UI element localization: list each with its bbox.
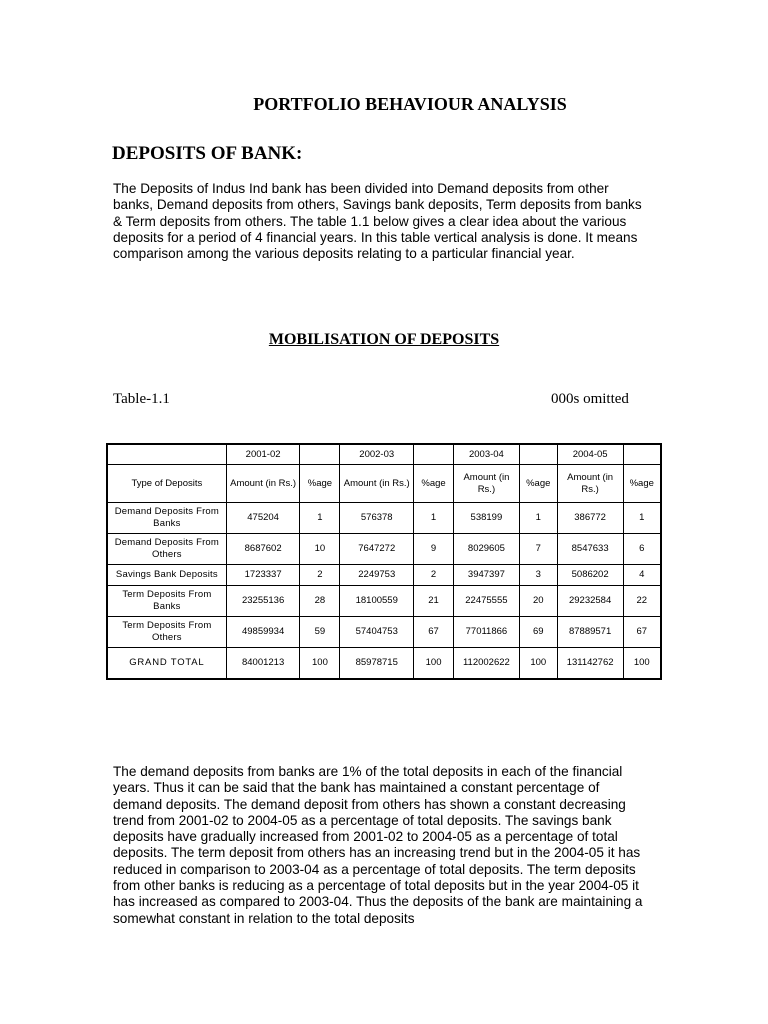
pct-header-cell: %age <box>623 465 661 503</box>
table-cell: 2 <box>300 565 340 586</box>
table-cell: 538199 <box>454 503 520 534</box>
year-header-cell: 2003-04 <box>454 444 520 465</box>
section-heading: DEPOSITS OF BANK: <box>112 143 303 164</box>
table-cell: 69 <box>519 617 557 648</box>
table-cell: 77011866 <box>454 617 520 648</box>
table-cell: 2249753 <box>340 565 414 586</box>
grand-total-row <box>107 648 661 680</box>
row-label: Demand Deposits From Banks <box>107 503 226 534</box>
amount-header-cell: Amount (in Rs.) <box>226 465 300 503</box>
table-row <box>107 503 661 534</box>
empty-header-cell <box>107 444 226 465</box>
amount-header-cell: Amount (in Rs.) <box>454 465 520 503</box>
row-label: Term Deposits From Others <box>107 617 226 648</box>
table-cell: 576378 <box>340 503 414 534</box>
pct-header-cell: %age <box>519 465 557 503</box>
table-cell: 100 <box>519 648 557 680</box>
table-title-text: MOBILISATION OF DEPOSITS <box>268 331 500 348</box>
table-cell: 57404753 <box>340 617 414 648</box>
pct-header-cell: %age <box>300 465 340 503</box>
table-cell: 8029605 <box>454 534 520 565</box>
table-cell: 8547633 <box>557 534 623 565</box>
deposits-table <box>106 443 662 680</box>
table-cell: 100 <box>414 648 454 680</box>
table-cell: 20 <box>519 586 557 617</box>
table-cell: 100 <box>300 648 340 680</box>
table-cell: 8687602 <box>226 534 300 565</box>
table-cell: 3 <box>519 565 557 586</box>
table-cell: 131142762 <box>557 648 623 680</box>
type-header-cell: Type of Deposits <box>107 465 226 503</box>
intro-paragraph: The Deposits of Indus Ind bank has been divided into Demand deposits from other banks, Demand deposits from others, Savings bank deposits, Term deposits from banks & Term deposits from others. The table 1.1 below gives a clear idea about the various deposits for a period of 4 financial years. In this table vertical analysis is done. It means comparison among the various deposits relating to a particular financial year. <box>113 181 642 262</box>
table-cell: 1 <box>300 503 340 534</box>
pct-header-cell: %age <box>414 465 454 503</box>
table-cell: 18100559 <box>340 586 414 617</box>
page-title: PORTFOLIO BEHAVIOUR ANALYSIS <box>253 94 567 114</box>
table-title <box>0 331 768 349</box>
table-cell: 4 <box>623 565 661 586</box>
row-label: Demand Deposits From Others <box>107 534 226 565</box>
table-cell: 10 <box>300 534 340 565</box>
table-cell: 7647272 <box>340 534 414 565</box>
table-cell: 29232584 <box>557 586 623 617</box>
empty-header-cell <box>300 444 340 465</box>
year-header-cell: 2004-05 <box>557 444 623 465</box>
row-label: Term Deposits From Banks <box>107 586 226 617</box>
table-cell: 87889571 <box>557 617 623 648</box>
table-cell: 84001213 <box>226 648 300 680</box>
table-cell: 59 <box>300 617 340 648</box>
year-header-cell: 2001-02 <box>226 444 300 465</box>
table-cell: 67 <box>623 617 661 648</box>
table-cell: 1 <box>414 503 454 534</box>
table-cell: 23255136 <box>226 586 300 617</box>
table-cell: 22475555 <box>454 586 520 617</box>
table-cell: 1 <box>519 503 557 534</box>
analysis-paragraph: The demand deposits from banks are 1% of the total deposits in each of the financial years. Thus it can be said that the bank has maintained a constant percentage of demand deposits. The demand deposit from others has shown a constant decreasing trend from 2001-02 to 2004-05 as a percentage of total deposits. The savings bank deposits have gradually increased from 2001-02 to 2004-05 as a percentage of total deposits. The term deposit from others has an increasing trend but in the 2004-05 it has reduced in comparison to 2003-04 as a percentage of total deposits. The term deposits from other banks is reducing as a percentage of total deposits but in the year 2004-05 it has increased as compared to 2003-04. Thus the deposits of the bank are maintaining a somewhat constant in relation to the total deposits <box>113 764 643 926</box>
table-row <box>107 565 661 586</box>
table-cell: 386772 <box>557 503 623 534</box>
table-cell: 22 <box>623 586 661 617</box>
table-cell: 1 <box>623 503 661 534</box>
table-cell: 5086202 <box>557 565 623 586</box>
table-row <box>107 586 661 617</box>
empty-header-cell <box>519 444 557 465</box>
table-cell: 67 <box>414 617 454 648</box>
table-cell: 2 <box>414 565 454 586</box>
table-cell: 49859934 <box>226 617 300 648</box>
table-cell: 28 <box>300 586 340 617</box>
column-header-row <box>107 465 661 503</box>
table-row <box>107 617 661 648</box>
table-cell: 9 <box>414 534 454 565</box>
amount-header-cell: Amount (in Rs.) <box>557 465 623 503</box>
table-row <box>107 534 661 565</box>
units-note: 000s omitted <box>551 391 629 407</box>
table-cell: 21 <box>414 586 454 617</box>
table-cell: 112002622 <box>454 648 520 680</box>
table-number: Table-1.1 <box>113 391 170 407</box>
table-cell: 7 <box>519 534 557 565</box>
row-label: GRAND TOTAL <box>107 648 226 680</box>
table-cell: 6 <box>623 534 661 565</box>
table-cell: 100 <box>623 648 661 680</box>
amount-header-cell: Amount (in Rs.) <box>340 465 414 503</box>
table-cell: 475204 <box>226 503 300 534</box>
year-header-cell: 2002-03 <box>340 444 414 465</box>
row-label: Savings Bank Deposits <box>107 565 226 586</box>
table-cell: 3947397 <box>454 565 520 586</box>
empty-header-cell <box>623 444 661 465</box>
table-cell: 1723337 <box>226 565 300 586</box>
year-header-row <box>107 444 661 465</box>
empty-header-cell <box>414 444 454 465</box>
table-cell: 85978715 <box>340 648 414 680</box>
